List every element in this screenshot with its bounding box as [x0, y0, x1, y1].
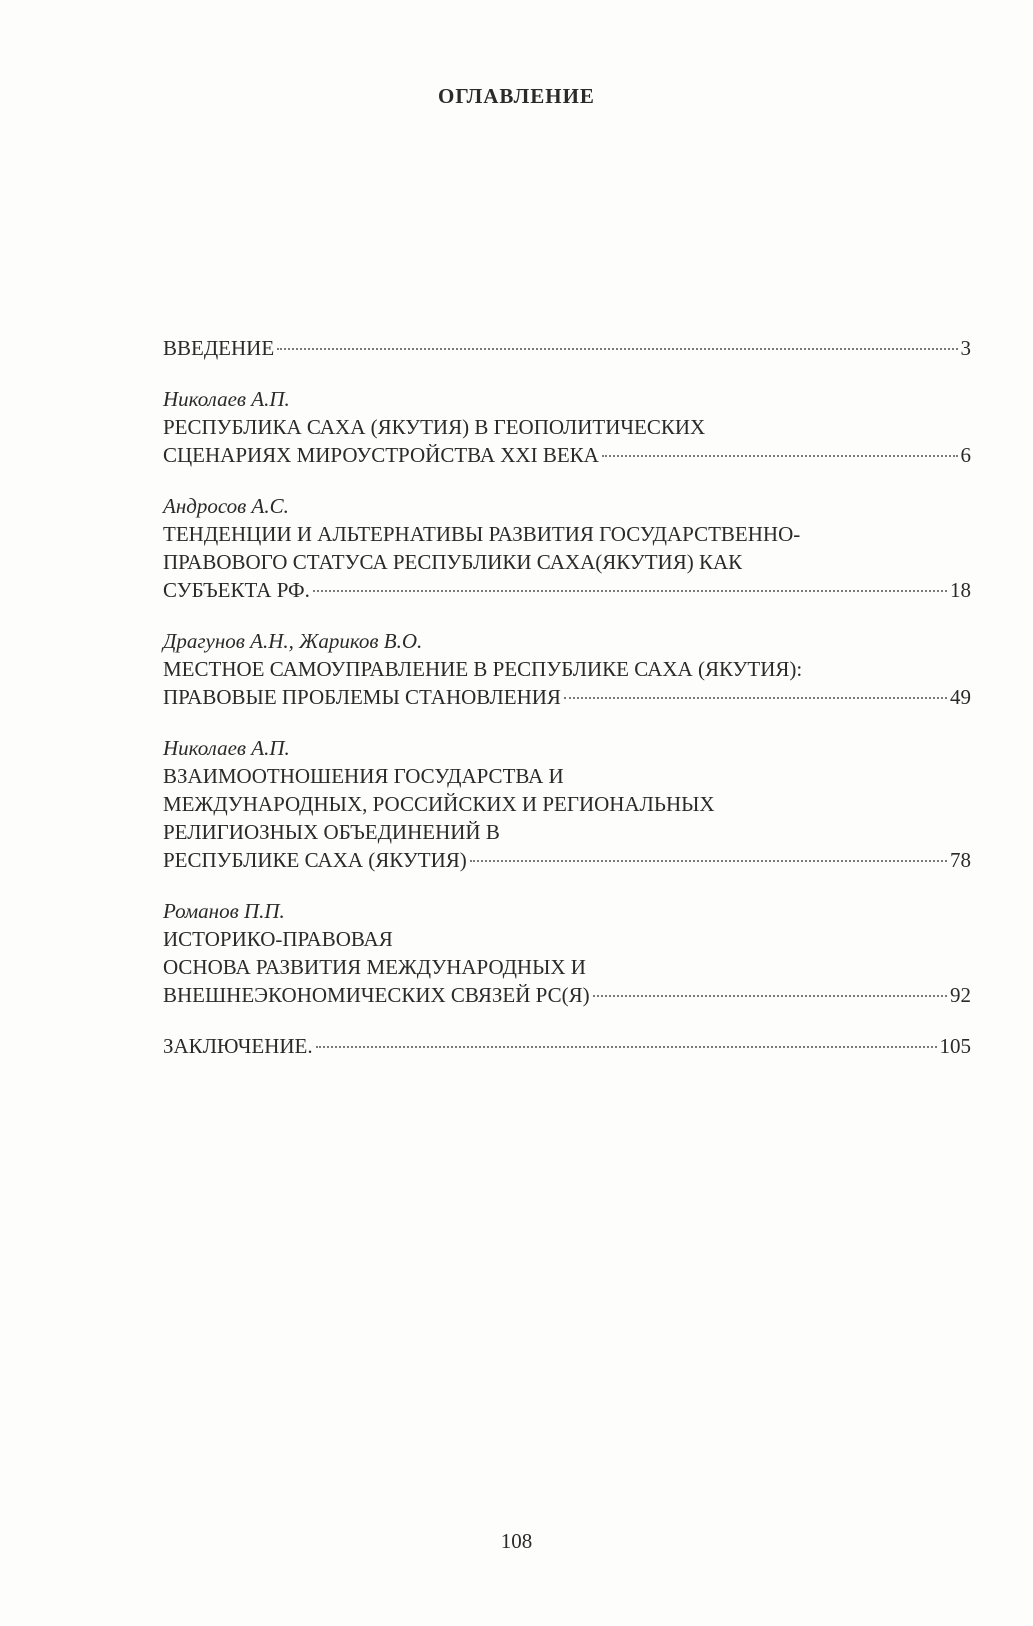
toc-entry [163, 897, 971, 1009]
dot-leader [313, 590, 947, 592]
toc-entry-title-line: РЕСПУБЛИКА САХА (ЯКУТИЯ) В ГЕОПОЛИТИЧЕСКИХ [163, 415, 706, 439]
dot-leader [593, 995, 947, 997]
toc-entry-last-line [163, 334, 971, 362]
dot-leader [277, 348, 957, 350]
toc-entry-page: 49 [950, 685, 971, 709]
toc-entry-page: 105 [939, 1034, 971, 1058]
toc-entry-page: 18 [950, 578, 971, 602]
dot-leader [316, 1046, 937, 1048]
dot-leader [470, 860, 947, 862]
toc-entry-title-line: ТЕНДЕНЦИИ И АЛЬТЕРНАТИВЫ РАЗВИТИЯ ГОСУДАРСТВЕННО- [163, 522, 801, 546]
toc-entry-title-line: ПРАВОВОГО СТАТУСА РЕСПУБЛИКИ САХА(ЯКУТИЯ) КАК [163, 550, 743, 574]
toc-entry-author: Николаев А.П. [163, 387, 290, 411]
toc-entry-last-line [163, 1032, 971, 1060]
toc-entry [163, 492, 971, 604]
toc-entry-page: 3 [960, 336, 971, 360]
toc-entry [163, 734, 971, 874]
toc-entry-title-text: РЕСПУБЛИКЕ САХА (ЯКУТИЯ) [163, 848, 467, 872]
dot-leader [564, 697, 947, 699]
toc-entry-title-text: ПРАВОВЫЕ ПРОБЛЕМЫ СТАНОВЛЕНИЯ [163, 685, 561, 709]
toc-entry [163, 1032, 971, 1060]
page-title: ОГЛАВЛЕНИЕ [438, 84, 595, 108]
toc-entry-page: 92 [950, 983, 971, 1007]
toc-entry-last-line [163, 576, 971, 604]
toc-entry-last-line [163, 981, 971, 1009]
toc-entry-author: Романов П.П. [163, 899, 285, 923]
toc-entry-last-line [163, 683, 971, 711]
toc-entry-title-text: ЗАКЛЮЧЕНИЕ. [163, 1034, 313, 1058]
dot-leader [602, 455, 958, 457]
toc-entry-title-line: ОСНОВА РАЗВИТИЯ МЕЖДУНАРОДНЫХ И [163, 955, 586, 979]
toc-entry-page: 78 [950, 848, 971, 872]
toc-entry-page: 6 [960, 443, 971, 467]
page-number: 108 [500, 1529, 533, 1553]
toc-entry-title-line: МЕСТНОЕ САМОУПРАВЛЕНИЕ В РЕСПУБЛИКЕ САХА (ЯКУТИЯ): [163, 657, 803, 681]
toc-entry [163, 627, 971, 711]
toc-entry [163, 334, 971, 362]
toc-entry-title-line: МЕЖДУНАРОДНЫХ, РОССИЙСКИХ И РЕГИОНАЛЬНЫХ [163, 792, 715, 816]
toc-entry-author: Драгунов А.Н., Жариков В.О. [163, 629, 423, 653]
toc-entry-last-line [163, 846, 971, 874]
table-of-contents [163, 334, 971, 1083]
toc-entry-title-text: СЦЕНАРИЯХ МИРОУСТРОЙСТВА XXI ВЕКА [163, 443, 599, 467]
toc-entry-title-text: ВНЕШНЕЭКОНОМИЧЕСКИХ СВЯЗЕЙ РС(Я) [163, 983, 590, 1007]
toc-entry-title-text: СУБЪЕКТА РФ. [163, 578, 310, 602]
toc-entry-author: Андросов А.С. [163, 494, 289, 518]
toc-entry-title-line: ИСТОРИКО-ПРАВОВАЯ [163, 927, 393, 951]
toc-entry [163, 385, 971, 469]
toc-entry-title-line: ВЗАИМООТНОШЕНИЯ ГОСУДАРСТВА И [163, 764, 564, 788]
toc-entry-author: Николаев А.П. [163, 736, 290, 760]
toc-entry-last-line [163, 441, 971, 469]
toc-entry-title-line: РЕЛИГИОЗНЫХ ОБЪЕДИНЕНИЙ В [163, 820, 500, 844]
toc-entry-title-text: ВВЕДЕНИЕ [163, 336, 275, 360]
